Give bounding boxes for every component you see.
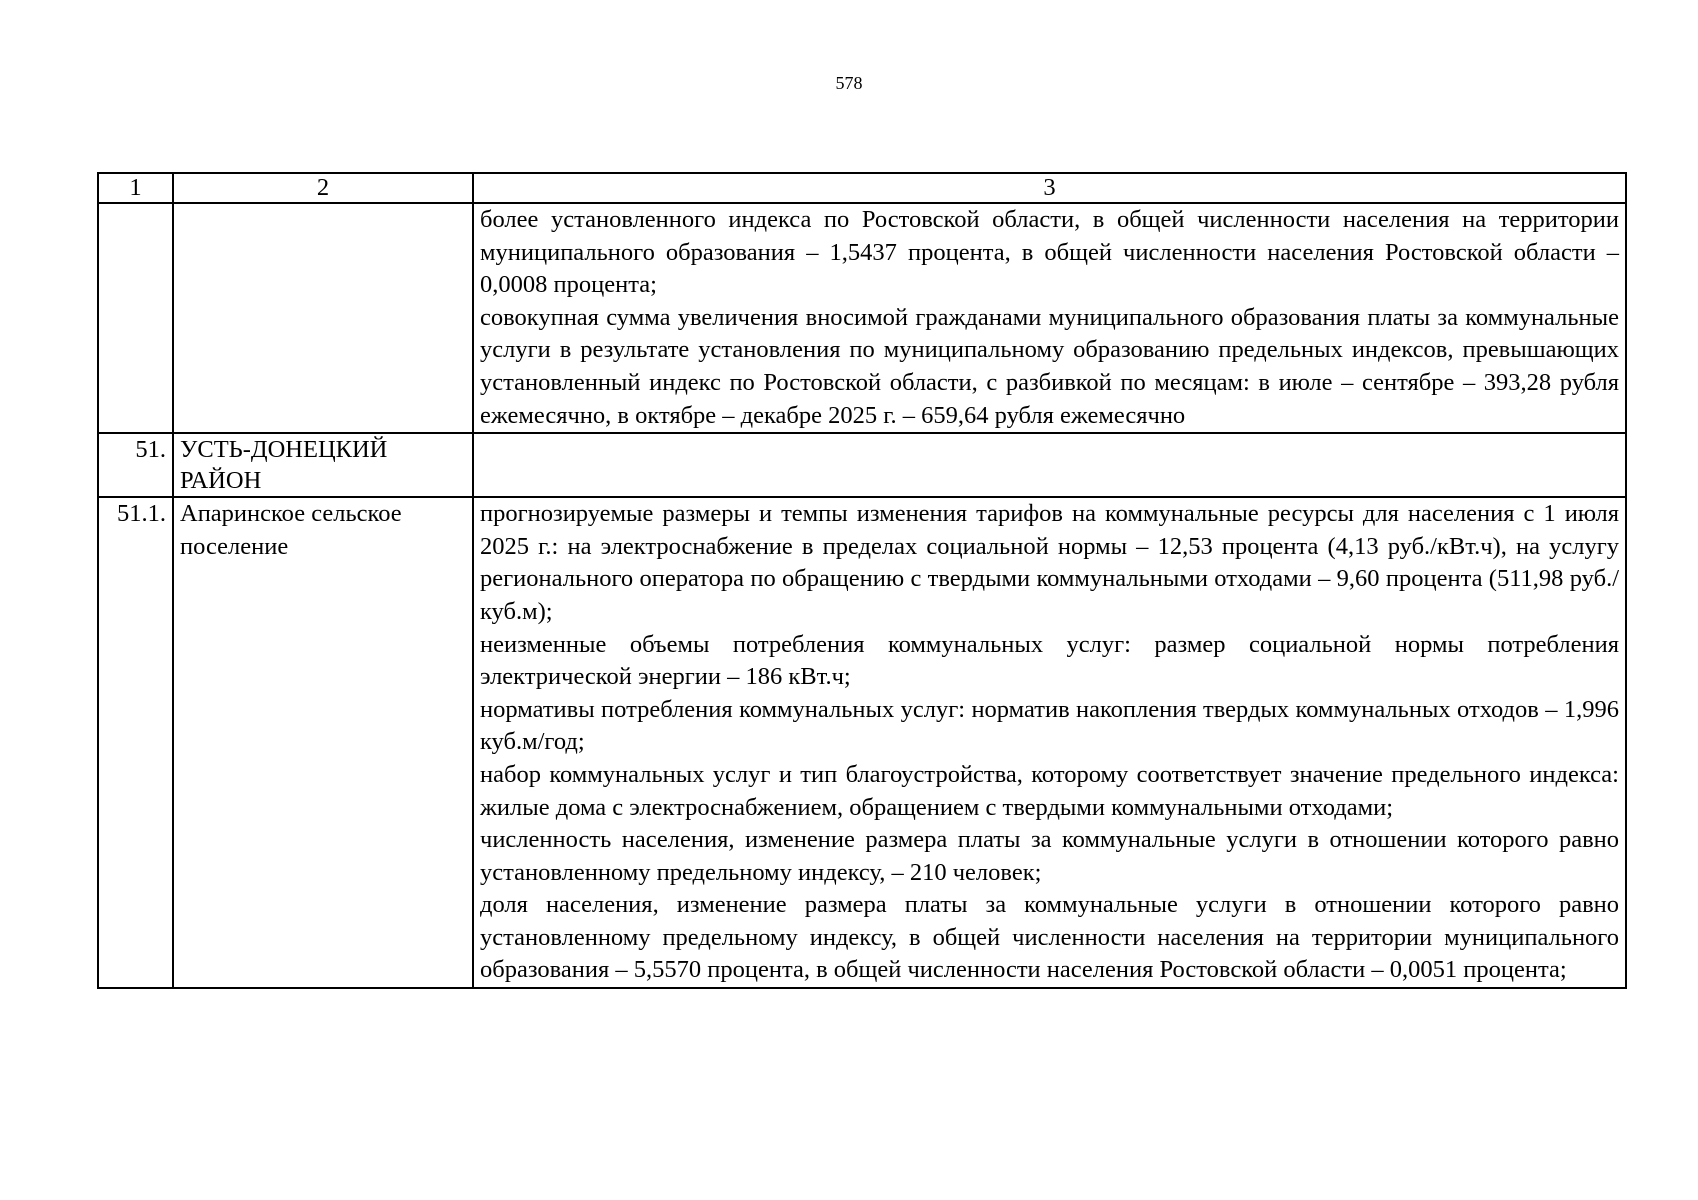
paragraph: прогнозируемые размеры и темпы изменения тарифов на коммунальные ресурсы для населения с 1 июля 2025 г.: на электроснабжение в пределах социальной нормы – 12,53 процента (4,13 руб./кВт.ч), на услугу регионального оператора по обращению с твердыми коммунальными отходами – 9,60 процента (511,98 руб./куб.м); — [480, 500, 1619, 625]
table-row-continuation — [98, 203, 1626, 433]
paragraph: набор коммунальных услуг и тип благоустройства, которому соответствует значение предельного индекса: жилые дома с электроснабжением, обращением с твердыми коммунальными отходами; — [480, 760, 1619, 821]
table-header-row — [98, 173, 1626, 203]
header-col-2: 2 — [173, 173, 473, 203]
paragraph: доля населения, изменение размера платы за коммунальные услуги в отношении которого равно установленному предельному индексу, в общей численности населения на территории муниципального образования – 5,5570 процента, в общей численности населения Ростовской области – 0,0051 процента; — [480, 891, 1619, 984]
row-description — [473, 433, 1626, 497]
row-number — [98, 203, 173, 433]
header-col-1: 1 — [98, 173, 173, 203]
page-number: 578 — [835, 73, 863, 93]
row-number: 51.1. — [98, 497, 173, 988]
row-description — [473, 497, 1626, 988]
row-name: УСТЬ-ДОНЕЦКИЙ РАЙОН — [173, 433, 473, 497]
paragraph: неизменные объемы потребления коммунальных услуг: размер социальной нормы потребления электрической энергии – 186 кВт.ч; — [480, 630, 1619, 691]
tariff-table — [97, 172, 1627, 989]
row-name — [173, 203, 473, 433]
table-row-settlement — [98, 497, 1626, 988]
paragraph: более установленного индекса по Ростовской области, в общей численности населения на территории муниципального образования – 1,5437 процента, в общей численности населения Ростовской области – 0,0008 процента; — [480, 206, 1619, 299]
row-description — [473, 203, 1626, 433]
paragraph: совокупная сумма увеличения вносимой гражданами муниципального образования платы за коммунальные услуги в результате установления по муниципальному образованию предельных индексов, превышающих установленный индекс по Ростовской области, с разбивкой по месяцам: в июле – сентябре – 393,28 рубля ежемесячно, в октябре – декабре 2025 г. – 659,64 рубля ежемесячно — [480, 303, 1619, 429]
row-number: 51. — [98, 433, 173, 497]
row-name: Апаринское сельское поселение — [173, 497, 473, 988]
paragraph: численность населения, изменение размера платы за коммунальные услуги в отношении которого равно установленному предельному индексу, – 210 человек; — [480, 826, 1619, 886]
paragraph: нормативы потребления коммунальных услуг: норматив накопления твердых коммунальных отходов – 1,996 куб.м/год; — [480, 695, 1619, 756]
header-col-3: 3 — [473, 173, 1626, 203]
table-row-district — [98, 433, 1626, 497]
